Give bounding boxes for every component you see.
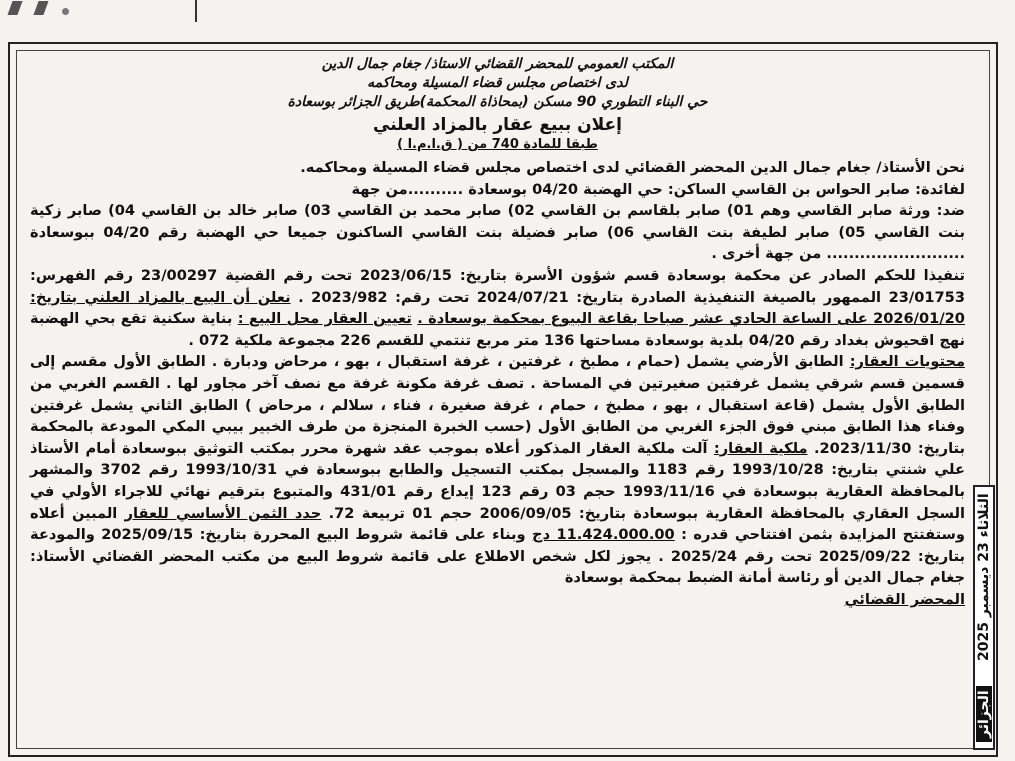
ownership-label: ملكية العقار: bbox=[713, 439, 808, 457]
notice-content bbox=[30, 55, 965, 755]
property-contents-label: محتويات العقار: bbox=[849, 353, 965, 371]
opening-price: 11.424.000.00 دج bbox=[532, 526, 675, 544]
office-jurisdiction: لدى اختصاص مجلس قضاء المسيلة ومحاكمه bbox=[367, 75, 628, 91]
judgment-paragraph bbox=[30, 265, 965, 351]
divider bbox=[195, 0, 197, 22]
notice-body bbox=[30, 157, 965, 610]
sale-conditions: وبناء على قائمة شروط البيع المحررة بتاريخ: 2025/09/15 والمودعة بتاريخ: 2025/09/22 تحت رقم 2025/24 . يجوز لكل شخص الاطلاع على قائمة شروط البيع من مكتب المحضر القضائي الأستاذ: جغام جمال الدين أو رئاسة أمانة الضبط بمحكمة بوسعادة bbox=[30, 526, 966, 587]
judgment-reference: تنفيذا للحكم الصادر عن محكمة بوسعادة قسم شؤون الأسرة بتاريخ: 2023/06/15 تحت رقم القضية 23/00297 رقم الفهرس: 23/01753 الممهور بالصيغة التنفيذية الصادرة بتاريخ: 2024/07/21 تحت رقم: 2023/982 . bbox=[30, 266, 965, 306]
property-contents: الطابق الأرضي يشمل (حمام ، مطبخ ، غرفتين ، غرفة استقبال ، بهو ، مرحاض ودبارة . الطابق الأول مقسم إلى قسمين قسم شرقي يشمل غرفتين صغيرتين في المساحة . تصف غرفة مكونة غرفة مع نصف آخر مجاور لها . القسم الغربي من الطابق الأول يشمل (قاعة استقبال ، بهو ، مطبخ ، حمام ، غرفة صغيرة ، فناء ، سلالم ، مرحاض ) الطابق الثاني يشمل غرفتين وفناء هذا الطابق مبني فوق الجزء الغربي من الطابق الأول (حسب الخبرة المنجزة من طرف الخبير بيبي المكي المودعة بالمحكمة بتاريخ: 2023/11/30. bbox=[30, 353, 965, 457]
notice-subtitle: طبقا للمادة 740 من ( ق.ا.م.ا ) bbox=[397, 137, 598, 152]
top-decoration bbox=[10, 0, 85, 20]
defendants: ضد: ورثة صابر القاسي وهم 01) صابر بلقاسم بن القاسي 02) صابر محمد بن القاسي 03) صابر خالد بن القاسي 04) صابر زكية بنت القاسي 05) صابر لطيفة بنت القاسي 06) صابر فضيلة بنت القاسي الساكنون جميعا حي الهضبة رقم 04/20 ببوسعادة ......................... من جهة أخرى . bbox=[30, 202, 965, 263]
opening-bid-text: المبين أعلاه وستفتتح المزايدة بثمن افتتاحي قدره : bbox=[30, 504, 965, 544]
base-price-label: حدد الثمن الأساسي للعقار bbox=[124, 504, 322, 522]
notice-title: إعلان ببيع عقار بالمزاد العلني bbox=[373, 115, 622, 135]
office-address: حي البناء التطوري 90 مسكن (بمحاذاة المحكمة)طريق الجزائر بوسعادة bbox=[287, 94, 708, 110]
signature: المحضر القضائي bbox=[844, 590, 965, 608]
property-designation: بناية سكنية تقع بحي الهضبة نهج اقحيوش بغداد رقم 04/20 بلدية بوسعادة مساحتها 136 متر مربع تنتمي للقسم 226 مجموعة ملكية 072 . bbox=[30, 310, 965, 349]
sale-date-announcement: نعلن أن البيع بالمزاد العلني بتاريخ: 2026/01/20 على الساعة الحادي عشر صباحا بقاعة البيوع بمحكمة بوسعادة . bbox=[30, 288, 965, 328]
publication-sidebar bbox=[973, 485, 995, 750]
property-designation-label: تعيين العقار محل البيع : bbox=[237, 310, 412, 328]
beneficiary: لفائدة: صابر الحواس بن القاسي الساكن: حي الهضبة 04/20 بوسعادة ..........من جهة bbox=[351, 180, 965, 198]
publication-date: الثلاثاء 23 ديسمبر 2025 bbox=[976, 493, 992, 661]
bailiff-statement: نحن الأستاذ/ جغام جمال الدين المحضر القضائي لدى اختصاص مجلس قضاء المسيلة ومحاكمه. bbox=[300, 159, 965, 176]
ownership-details: آلت ملكية العقار المذكور أعلاه بموجب عقد شهرة محرر بمكتب التوثيق ببوسعادة أمام الأستاذ علي شنتي بتاريخ: 1993/10/28 رقم 1183 والمسجل بمكتب التسجيل والطابع ببوسعادة في 1993/10/31 رقم 3702 والمشهر بالمحافظة العقارية ببوسعادة في 1993/11/16 حجم 03 رقم 123 إيداع رقم 431/01 والمتبوع بترقيم نهائي للاجراء الأولي في السجل العقاري بالمحافظة العقارية ببوسعادة بتاريخ: 2006/09/05 حجم 01 تربيعة 72. bbox=[30, 439, 966, 522]
contents-paragraph bbox=[30, 351, 965, 589]
publication-name: الجزائر bbox=[976, 686, 992, 742]
office-name: المكتب العمومي للمحضر القضائي الاستاذ/ جغام جمال الدين bbox=[321, 56, 674, 72]
